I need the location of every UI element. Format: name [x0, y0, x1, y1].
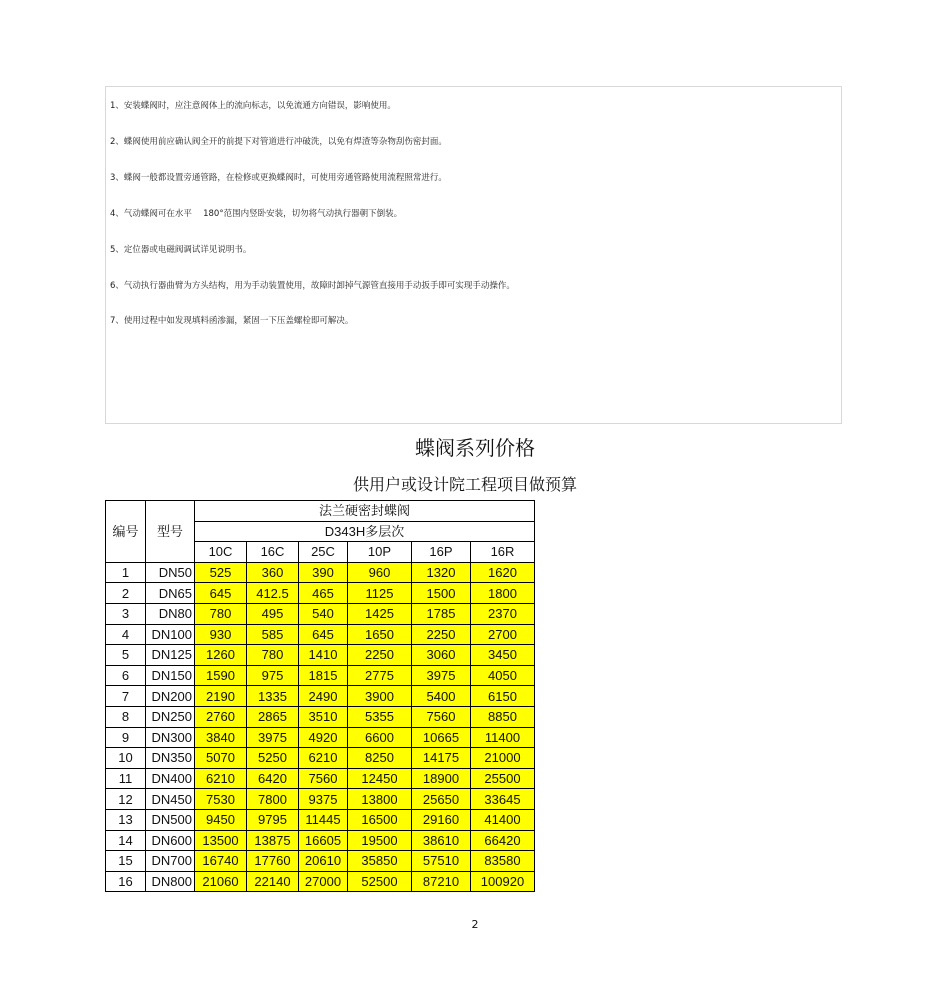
- row-model: DN50: [146, 562, 195, 583]
- price-cell: 9450: [195, 809, 247, 830]
- table-row: [106, 809, 535, 830]
- header-group-title: 法兰硬密封蝶阀: [195, 501, 535, 522]
- price-cell: 9795: [247, 809, 299, 830]
- price-cell: 645: [299, 624, 348, 645]
- row-model: DN450: [146, 789, 195, 810]
- row-index: 7: [106, 686, 146, 707]
- price-cell: 6420: [247, 768, 299, 789]
- note-1: 1、安装蝶阀时，应注意阀体上的流向标志，以免流通方向错误，影响使用。: [110, 101, 396, 111]
- note-7: 7、使用过程中如发现填料函渗漏，紧固一下压盖螺栓即可解决。: [110, 316, 354, 326]
- price-cell: 360: [247, 562, 299, 583]
- price-cell: 7560: [412, 706, 471, 727]
- price-cell: 1425: [348, 603, 412, 624]
- price-cell: 2370: [471, 603, 535, 624]
- price-cell: 41400: [471, 809, 535, 830]
- price-cell: 4920: [299, 727, 348, 748]
- price-cell: 390: [299, 562, 348, 583]
- price-cell: 13800: [348, 789, 412, 810]
- header-pressure-class: 10C: [195, 542, 247, 563]
- row-index: 3: [106, 603, 146, 624]
- price-cell: 960: [348, 562, 412, 583]
- price-cell: 495: [247, 603, 299, 624]
- price-cell: 6150: [471, 686, 535, 707]
- note-6: 6、气动执行器曲臂为方头结构，用为手动装置使用，故障时卸掉气源管直接用手动扳手即可实现手动操作。: [110, 281, 515, 291]
- table-row: [106, 830, 535, 851]
- price-cell: 975: [247, 665, 299, 686]
- table-row: [106, 768, 535, 789]
- price-cell: 33645: [471, 789, 535, 810]
- price-cell: 2490: [299, 686, 348, 707]
- row-model: DN80: [146, 603, 195, 624]
- row-model: DN700: [146, 851, 195, 872]
- page-number: 2: [471, 918, 479, 931]
- price-cell: 27000: [299, 871, 348, 892]
- row-index: 11: [106, 768, 146, 789]
- price-cell: 1590: [195, 665, 247, 686]
- table-row: [106, 624, 535, 645]
- price-cell: 3510: [299, 706, 348, 727]
- price-cell: 3450: [471, 645, 535, 666]
- row-model: DN150: [146, 665, 195, 686]
- price-cell: 645: [195, 583, 247, 604]
- row-index: 12: [106, 789, 146, 810]
- row-index: 13: [106, 809, 146, 830]
- price-cell: 9375: [299, 789, 348, 810]
- price-cell: 3975: [412, 665, 471, 686]
- price-cell: 38610: [412, 830, 471, 851]
- table-row: [106, 748, 535, 769]
- price-cell: 8850: [471, 706, 535, 727]
- row-model: DN250: [146, 706, 195, 727]
- header-pressure-class: 25C: [299, 542, 348, 563]
- price-cell: 25500: [471, 768, 535, 789]
- row-index: 4: [106, 624, 146, 645]
- price-cell: 540: [299, 603, 348, 624]
- price-cell: 16740: [195, 851, 247, 872]
- header-pressure-class: 16C: [247, 542, 299, 563]
- price-cell: 12450: [348, 768, 412, 789]
- price-cell: 17760: [247, 851, 299, 872]
- row-index: 5: [106, 645, 146, 666]
- row-model: DN500: [146, 809, 195, 830]
- row-model: DN300: [146, 727, 195, 748]
- price-cell: 1320: [412, 562, 471, 583]
- price-cell: 6210: [195, 768, 247, 789]
- price-cell: 52500: [348, 871, 412, 892]
- price-cell: 3840: [195, 727, 247, 748]
- row-model: DN65: [146, 583, 195, 604]
- row-index: 1: [106, 562, 146, 583]
- price-cell: 3060: [412, 645, 471, 666]
- row-model: DN800: [146, 871, 195, 892]
- price-cell: 465: [299, 583, 348, 604]
- row-index: 2: [106, 583, 146, 604]
- row-index: 10: [106, 748, 146, 769]
- price-cell: 14175: [412, 748, 471, 769]
- price-cell: 2775: [348, 665, 412, 686]
- price-cell: 525: [195, 562, 247, 583]
- price-cell: 2700: [471, 624, 535, 645]
- header-model: 型号: [146, 501, 195, 563]
- price-cell: 2250: [412, 624, 471, 645]
- price-cell: 19500: [348, 830, 412, 851]
- table-row: [106, 583, 535, 604]
- price-cell: 1650: [348, 624, 412, 645]
- row-index: 14: [106, 830, 146, 851]
- page-subtitle: 供用户或设计院工程项目做预算: [352, 475, 577, 494]
- price-cell: 11400: [471, 727, 535, 748]
- price-cell: 2865: [247, 706, 299, 727]
- price-cell: 412.5: [247, 583, 299, 604]
- price-table-body: [106, 562, 535, 892]
- price-cell: 2760: [195, 706, 247, 727]
- price-cell: 1335: [247, 686, 299, 707]
- price-cell: 7800: [247, 789, 299, 810]
- row-index: 8: [106, 706, 146, 727]
- price-cell: 11445: [299, 809, 348, 830]
- table-row: [106, 789, 535, 810]
- price-cell: 5250: [247, 748, 299, 769]
- price-cell: 87210: [412, 871, 471, 892]
- row-model: DN400: [146, 768, 195, 789]
- price-cell: 66420: [471, 830, 535, 851]
- price-cell: 100920: [471, 871, 535, 892]
- header-pressure-class: 16P: [412, 542, 471, 563]
- price-cell: 35850: [348, 851, 412, 872]
- price-cell: 20610: [299, 851, 348, 872]
- price-cell: 1500: [412, 583, 471, 604]
- price-cell: 2250: [348, 645, 412, 666]
- page-title: 蝶阀系列价格: [415, 436, 535, 460]
- header-pressure-class: 16R: [471, 542, 535, 563]
- price-cell: 780: [195, 603, 247, 624]
- price-cell: 6210: [299, 748, 348, 769]
- row-index: 15: [106, 851, 146, 872]
- price-cell: 13500: [195, 830, 247, 851]
- price-cell: 22140: [247, 871, 299, 892]
- price-cell: 3975: [247, 727, 299, 748]
- row-model: DN100: [146, 624, 195, 645]
- row-index: 6: [106, 665, 146, 686]
- note-3: 3、蝶阀一般都设置旁通管路，在检修或更换蝶阀时，可使用旁通管路使用流程照常进行。: [110, 173, 447, 183]
- price-cell: 5355: [348, 706, 412, 727]
- price-cell: 21060: [195, 871, 247, 892]
- header-index: 编号: [106, 501, 146, 563]
- price-cell: 18900: [412, 768, 471, 789]
- price-cell: 29160: [412, 809, 471, 830]
- table-row: [106, 645, 535, 666]
- price-cell: 1815: [299, 665, 348, 686]
- price-cell: 1800: [471, 583, 535, 604]
- price-cell: 21000: [471, 748, 535, 769]
- price-cell: 83580: [471, 851, 535, 872]
- price-cell: 16605: [299, 830, 348, 851]
- table-row: [106, 686, 535, 707]
- price-cell: 13875: [247, 830, 299, 851]
- price-cell: 8250: [348, 748, 412, 769]
- price-cell: 7560: [299, 768, 348, 789]
- table-row: [106, 851, 535, 872]
- table-row: [106, 871, 535, 892]
- price-cell: 2190: [195, 686, 247, 707]
- row-index: 16: [106, 871, 146, 892]
- header-pressure-class: 10P: [348, 542, 412, 563]
- row-model: DN350: [146, 748, 195, 769]
- price-cell: 780: [247, 645, 299, 666]
- price-cell: 4050: [471, 665, 535, 686]
- table-row: [106, 665, 535, 686]
- price-cell: 1260: [195, 645, 247, 666]
- price-cell: 6600: [348, 727, 412, 748]
- row-index: 9: [106, 727, 146, 748]
- price-cell: 585: [247, 624, 299, 645]
- installation-notes-box: [105, 86, 842, 424]
- price-cell: 16500: [348, 809, 412, 830]
- price-cell: 5400: [412, 686, 471, 707]
- note-4: 4、气动蝶阀可在水平 180°范围内竖卧安装，切勿将气动执行器朝下倒装。: [110, 209, 403, 219]
- header-group-sub: D343H多层次: [195, 521, 535, 542]
- price-cell: 57510: [412, 851, 471, 872]
- price-cell: 10665: [412, 727, 471, 748]
- price-cell: 1125: [348, 583, 412, 604]
- price-cell: 1410: [299, 645, 348, 666]
- table-row: [106, 603, 535, 624]
- note-2: 2、蝶阀使用前应确认阀全开的前提下对管道进行冲破洗，以免有焊渣等杂物刮伤密封面。: [110, 137, 447, 147]
- price-table: [105, 500, 535, 892]
- price-cell: 5070: [195, 748, 247, 769]
- price-cell: 3900: [348, 686, 412, 707]
- table-row: [106, 706, 535, 727]
- table-row: [106, 562, 535, 583]
- price-cell: 930: [195, 624, 247, 645]
- note-5: 5、定位器或电磁阀调试详见说明书。: [110, 245, 252, 255]
- row-model: DN200: [146, 686, 195, 707]
- row-model: DN125: [146, 645, 195, 666]
- price-cell: 1785: [412, 603, 471, 624]
- table-row: [106, 727, 535, 748]
- price-cell: 1620: [471, 562, 535, 583]
- row-model: DN600: [146, 830, 195, 851]
- price-cell: 25650: [412, 789, 471, 810]
- price-cell: 7530: [195, 789, 247, 810]
